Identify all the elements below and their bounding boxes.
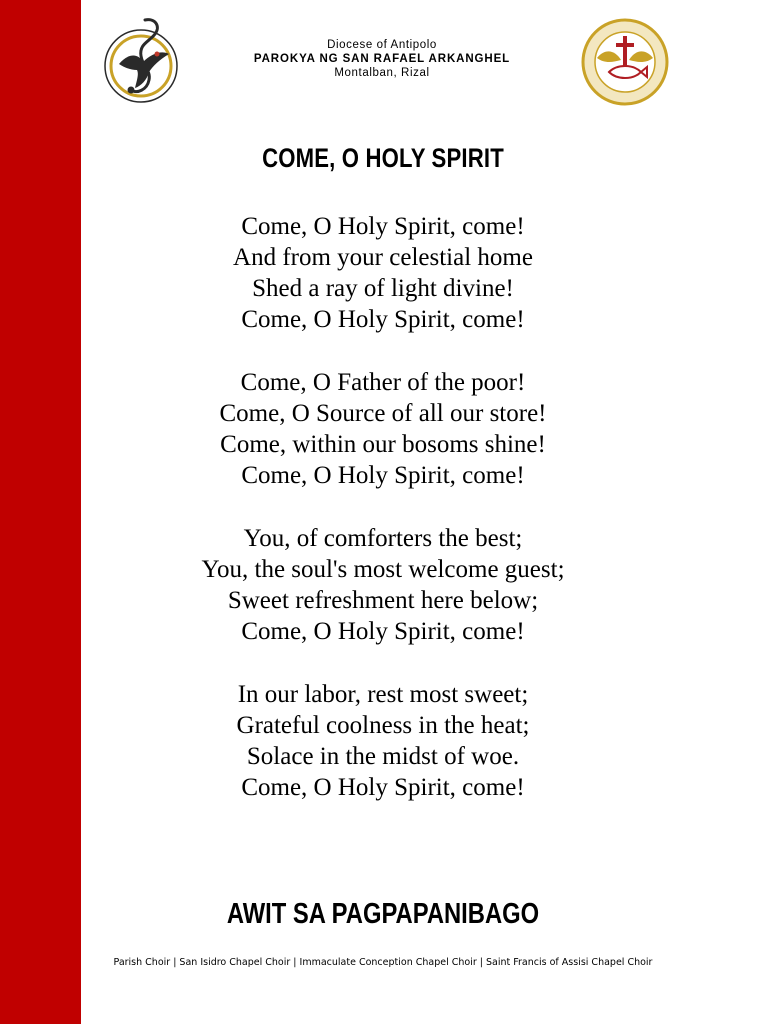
lyric-line: You, the soul's most welcome guest; (201, 556, 565, 583)
stanza (81, 523, 685, 647)
lyric-line: Come, O Source of all our store! (219, 400, 547, 427)
section-title: AWIT SA PAGPAPANIBAGO (226, 898, 540, 930)
lyric-line: Come, O Holy Spirit, come! (241, 462, 525, 489)
music-ministry-logo-icon (99, 14, 185, 108)
parish-town: Montalban, Rizal (334, 67, 430, 79)
parish-seal-icon (575, 18, 675, 106)
lyric-line: Solace in the midst of woe. (246, 743, 520, 770)
lyric-line: Come, O Holy Spirit, come! (241, 306, 525, 333)
lyric-line: Come, O Holy Spirit, come! (241, 618, 525, 645)
lyric-line: Come, within our bosoms shine! (220, 431, 546, 458)
stanza (81, 367, 685, 491)
lyric-line: In our labor, rest most sweet; (237, 681, 529, 708)
lyric-line: Come, O Holy Spirit, come! (241, 774, 525, 801)
lyric-line: And from your celestial home (233, 244, 533, 271)
lyric-line: Sweet refreshment here below; (227, 587, 539, 614)
parish-name: PAROKYA NG SAN RAFAEL ARKANGHEL (253, 53, 511, 65)
lyric-line: You, of comforters the best; (243, 525, 523, 552)
stanza (81, 211, 685, 335)
song-lyrics (81, 211, 685, 835)
left-red-bar (0, 0, 81, 1024)
lyric-line: Come, O Holy Spirit, come! (241, 213, 525, 240)
song-title: COME, O HOLY SPIRIT (262, 143, 504, 173)
choir-footer: Parish Choir | San Isidro Chapel Choir | Immaculate Conception Chapel Choir | Saint Francis of Assisi Chapel Choir (113, 957, 653, 968)
lyric-line: Shed a ray of light divine! (252, 275, 514, 302)
stanza (81, 679, 685, 803)
parish-heading (201, 38, 563, 80)
diocese-name: Diocese of Antipolo (327, 39, 437, 51)
page-header (81, 0, 768, 120)
lyric-line: Come, O Father of the poor! (240, 369, 526, 396)
lyric-line: Grateful coolness in the heat; (236, 712, 530, 739)
